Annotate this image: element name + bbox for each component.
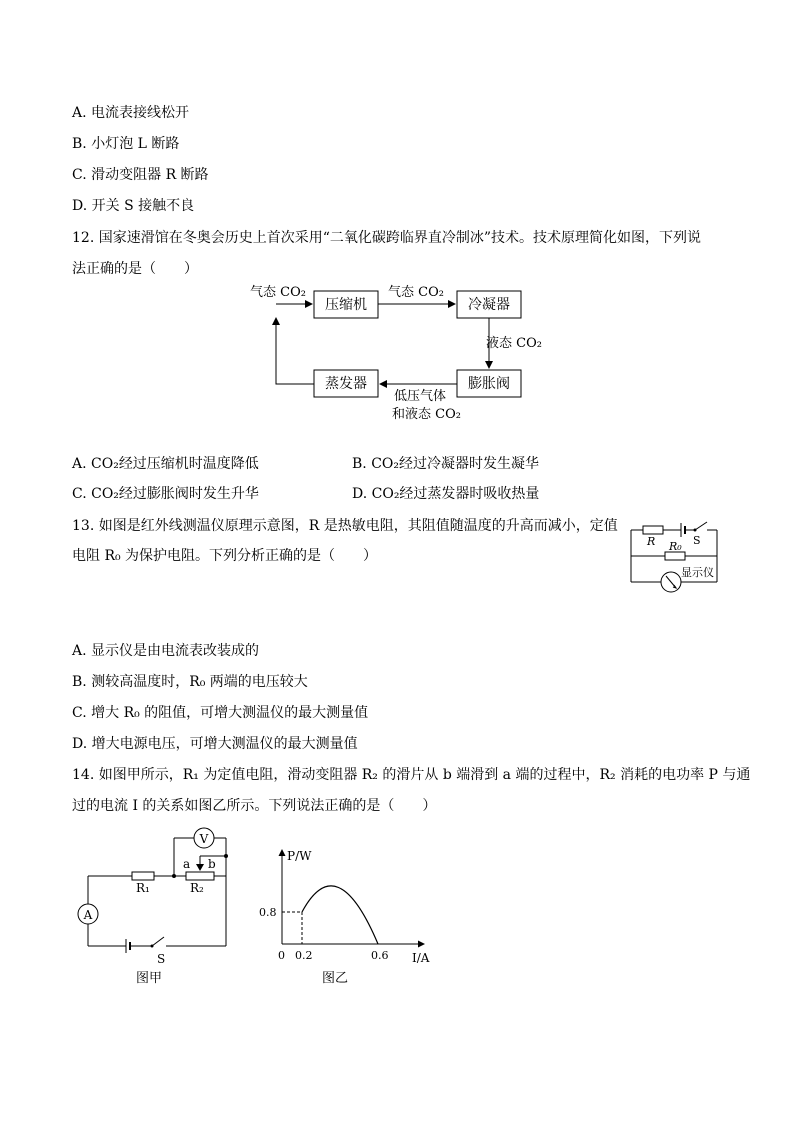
power-current-curve: [302, 886, 378, 944]
switch-s: [152, 937, 164, 946]
label-low-pressure-1: 低压气体: [394, 389, 447, 404]
caption-yi: 图乙: [322, 971, 349, 986]
q14-stem-line2: 过的电流 I 的关系如图乙所示。下列说法正确的是（ ）: [72, 798, 437, 814]
label-end-a: a: [183, 857, 191, 871]
label-liquid: 液态 CO₂: [486, 336, 542, 351]
q12-stem-line2: 法正确的是（ ）: [72, 261, 198, 277]
condenser-label: 冷凝器: [468, 297, 510, 313]
label-gas-mid: 气态 CO₂: [388, 285, 444, 300]
switch-s: [695, 522, 707, 530]
x-axis-label: I/A: [412, 951, 430, 965]
x-tick-label-2: 0.6: [371, 949, 389, 962]
label-r0: R₀: [669, 540, 682, 553]
evaporator-label: 蒸发器: [325, 376, 367, 392]
co2-cycle-diagram: [240, 280, 560, 425]
resistor-r0: [665, 552, 685, 560]
q12-stem-line1: 12. 国家速滑馆在冬奥会历史上首次采用“二氧化碳跨临界直冷制冰”技术。技术原理简化如图，下列说: [72, 230, 702, 246]
label-r1: R₁: [136, 881, 150, 895]
q14-stem-line1: 14. 如图甲所示，R₁ 为定值电阻，滑动变阻器 R₂ 的滑片从 b 端滑到 a 端的过程中，R₂ 消耗的电功率 P 与通: [72, 767, 751, 783]
label-end-b: b: [208, 857, 216, 871]
label-s: S: [693, 534, 701, 547]
label-v: V: [199, 832, 209, 846]
q11-option-d: D. 开关 S 接触不良: [72, 198, 195, 214]
resistor-r: [643, 526, 663, 534]
q13-option-a: A. 显示仪是由电流表改装成的: [72, 643, 260, 659]
rheostat-r2: [186, 872, 214, 880]
label-r: R: [647, 535, 656, 548]
q13-stem-line1: 13. 如图是红外线测温仪原理示意图，R 是热敏电阻，其阻值随温度的升高而减小，定值: [72, 518, 618, 534]
x-tick-label-1: 0.2: [295, 949, 313, 962]
q11-option-c: C. 滑动变阻器 R 断路: [72, 167, 209, 183]
label-r2: R₂: [190, 881, 204, 895]
caption-jia: 图甲: [136, 971, 163, 986]
q12-option-b: B. CO₂经过冷凝器时发生凝华: [352, 456, 539, 472]
arrow-evaporator-return: [276, 318, 314, 384]
q13-option-b: B. 测较高温度时，R₀ 两端的电压较大: [72, 674, 308, 690]
expansion-valve-label: 膨胀阀: [468, 376, 510, 392]
q12-option-d: D. CO₂经过蒸发器时吸收热量: [352, 486, 540, 502]
q11-option-b: B. 小灯泡 L 断路: [72, 136, 180, 152]
q11-option-a: A. 电流表接线松开: [72, 105, 190, 121]
label-s: S: [157, 952, 166, 966]
q13-stem-line2: 电阻 R₀ 为保护电阻。下列分析正确的是（ ）: [72, 548, 378, 564]
q12-option-a: A. CO₂经过压缩机时温度降低: [72, 456, 259, 472]
y-axis-label: P/W: [287, 849, 312, 863]
label-low-pressure-2: 和液态 CO₂: [392, 407, 461, 422]
y-tick-label: 0.8: [259, 906, 277, 919]
figure-jia-circuit: [72, 824, 242, 990]
q12-option-c: C. CO₂经过膨胀阀时发生升华: [72, 486, 259, 502]
q13-option-c: C. 增大 R₀ 的阻值，可增大测温仪的最大测量值: [72, 705, 369, 721]
figure-yi-graph: [252, 842, 442, 992]
label-display: 显示仪: [681, 566, 714, 579]
origin-label: 0: [278, 949, 285, 962]
resistor-r1: [132, 872, 154, 880]
q13-option-d: D. 增大电源电压，可增大测温仪的最大测量值: [72, 736, 358, 752]
label-gas-in: 气态 CO₂: [250, 285, 306, 300]
compressor-label: 压缩机: [325, 297, 367, 313]
label-a-meter: A: [83, 908, 93, 922]
thermometer-circuit: [625, 518, 725, 603]
